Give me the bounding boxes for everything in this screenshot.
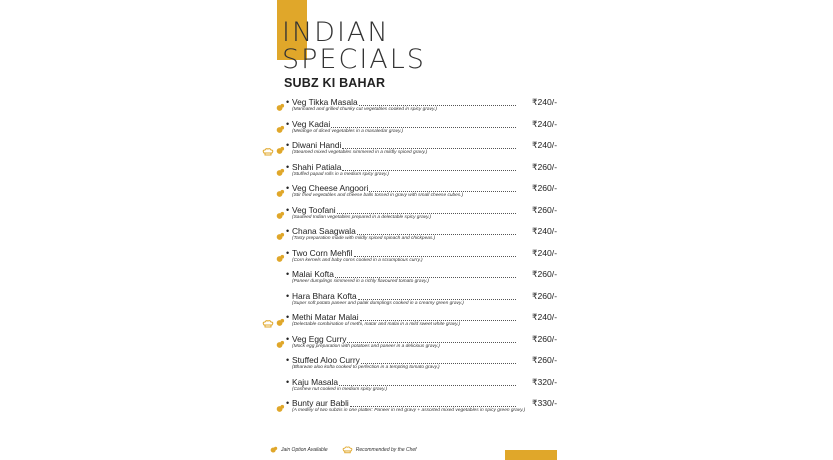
item-name: Veg Egg Curry: [292, 333, 347, 344]
item-name: Bunty aur Babli: [292, 398, 349, 408]
legend: [270, 446, 431, 454]
menu-item: [256, 312, 576, 334]
item-icons: [258, 142, 286, 152]
item-icons: [258, 164, 286, 174]
leader-dots: [357, 233, 516, 235]
menu-item: [256, 226, 576, 248]
item-price: ₹240/-: [532, 312, 558, 322]
menu-item: [256, 205, 576, 227]
page-title-line2: SPECIALS: [282, 44, 426, 75]
chef-hat-icon: [342, 446, 353, 454]
legend-chef: [342, 446, 417, 454]
item-icons: [258, 271, 286, 281]
legend-jain: [270, 446, 328, 454]
menu-item: [256, 334, 576, 356]
jain-leaf-icon: [276, 142, 285, 151]
item-description: (Bharwan aloo kofta cooked to perfection in a tempting tomato gravy.): [292, 365, 440, 370]
leader-dots: [358, 298, 516, 300]
menu-item: [256, 291, 576, 313]
leader-dots: [360, 319, 516, 321]
leader-dots: [335, 276, 516, 278]
item-description: (Mock egg preparation with potatoes and paneer in a delicious gravy.): [292, 343, 440, 349]
jain-leaf-icon: [276, 121, 285, 130]
item-icons: [258, 99, 286, 109]
legend-jain-label: Jain Option Available: [281, 447, 328, 453]
item-icons: [258, 379, 286, 389]
item-icons: [258, 400, 286, 410]
item-price: ₹320/-: [532, 376, 558, 387]
jain-leaf-icon: [276, 185, 285, 194]
bullet-icon: •: [286, 118, 290, 129]
bullet-icon: •: [286, 333, 290, 344]
bullet-icon: •: [286, 247, 290, 258]
bullet-icon: •: [286, 376, 290, 387]
menu-item: [256, 248, 576, 270]
leader-dots: [337, 212, 516, 214]
item-name: Veg Toofani: [292, 204, 336, 215]
legend-chef-label: Recommended by the Chef: [355, 447, 417, 453]
item-price: ₹260/-: [532, 161, 558, 172]
leader-dots: [342, 147, 516, 149]
item-icons: [258, 314, 286, 324]
bullet-icon: •: [286, 269, 290, 279]
jain-leaf-icon: [276, 250, 285, 259]
menu-item: [256, 162, 576, 184]
item-price: ₹240/-: [532, 140, 558, 150]
item-name: Veg Kadai: [292, 118, 331, 129]
item-price: ₹240/-: [532, 247, 558, 258]
item-icons: [258, 293, 286, 303]
jain-leaf-icon: [276, 228, 285, 237]
item-price: ₹260/-: [532, 290, 558, 301]
jain-leaf-icon: [276, 314, 285, 323]
menu-item: [256, 377, 576, 399]
bullet-icon: •: [286, 290, 290, 301]
item-description: (Paneer dumplings simmered in a richly flavoured tomato gravy.): [292, 279, 429, 284]
leader-dots: [361, 362, 516, 364]
item-price: ₹260/-: [532, 355, 558, 365]
bullet-icon: •: [286, 312, 290, 322]
jain-leaf-icon: [276, 400, 285, 409]
menu-item: [256, 269, 576, 291]
item-description: (Stuffed papad rolls in a medium spicy gravy.): [292, 171, 389, 177]
item-name: Kaju Masala: [292, 376, 339, 387]
bullet-icon: •: [286, 398, 290, 408]
item-icons: [258, 250, 286, 260]
item-description: (A medley of two subzis in one platter: Paneer in red gravy + assorted mixed vegetables in spicy green gravy.): [292, 408, 526, 413]
menu-item: [256, 140, 576, 162]
chef-hat-icon: [262, 143, 274, 151]
section-subtitle: SUBZ KI BAHAR: [284, 76, 386, 90]
item-name: Stuffed Aloo Curry: [292, 355, 360, 365]
item-icons: [258, 207, 286, 217]
item-name: Veg Cheese Angoori: [292, 183, 369, 193]
item-description: (Stir fried vegetables and cheese balls tossed in gravy with small cheese cubes.): [292, 193, 464, 198]
item-icons: [258, 357, 286, 367]
bullet-icon: •: [286, 161, 290, 172]
jain-leaf-icon: [276, 207, 285, 216]
item-description: (Super soft potato paneer and palak dumplings cooked in a creamy green gravy.): [292, 300, 464, 306]
item-description: (Corn kernels and baby corns cooked in a scrumptious curry.): [292, 257, 423, 263]
item-name: Two Corn Mehfil: [292, 247, 353, 258]
item-icons: [258, 336, 286, 346]
menu-item: [256, 97, 576, 119]
item-name: Malai Kofta: [292, 269, 334, 279]
item-description: (Marinated and grilled chunky cut vegetables cooked in spicy gravy.): [292, 107, 437, 112]
menu-item: [256, 183, 576, 205]
item-description: (Tasty preparation made with mildly spiced spinach and chickpeas.): [292, 236, 436, 241]
item-price: ₹330/-: [532, 398, 558, 408]
accent-block-bottom: [505, 450, 557, 460]
item-description: (Steamed mixed vegetables simmered in a mildly spiced gravy.): [292, 150, 428, 155]
bullet-icon: •: [286, 97, 290, 107]
item-price: ₹240/-: [532, 97, 558, 107]
item-icons: [258, 228, 286, 238]
item-name: Diwani Handi: [292, 140, 342, 150]
jain-leaf-icon: [276, 336, 285, 345]
item-price: ₹260/-: [532, 333, 558, 344]
bullet-icon: •: [286, 226, 290, 236]
item-price: ₹240/-: [532, 226, 558, 236]
bullet-icon: •: [286, 355, 290, 365]
item-description: (Melange of diced vegetables in a masaledar gravy.): [292, 128, 404, 134]
leader-dots: [369, 190, 516, 192]
menu-item: [256, 119, 576, 141]
menu-items-list: [256, 97, 576, 420]
item-price: ₹260/-: [532, 183, 558, 193]
leader-dots: [347, 341, 516, 343]
item-name: Shahi Patiala: [292, 161, 342, 172]
item-name: Methi Matar Malai: [292, 312, 359, 322]
menu-item: [256, 355, 576, 377]
item-description: (Sauteed Indian vegetables prepared in a delectable spicy gravy.): [292, 214, 432, 220]
leader-dots: [339, 384, 516, 386]
jain-leaf-icon: [276, 164, 285, 173]
item-name: Hara Bhara Kofta: [292, 290, 357, 301]
item-price: ₹260/-: [532, 269, 558, 279]
bullet-icon: •: [286, 140, 290, 150]
leader-dots: [350, 405, 516, 407]
page-title-line1: INDIAN: [282, 17, 390, 48]
item-price: ₹240/-: [532, 118, 558, 129]
jain-leaf-icon: [270, 446, 278, 454]
leader-dots: [331, 126, 516, 128]
leader-dots: [359, 104, 516, 106]
item-name: Chana Saagwala: [292, 226, 356, 236]
item-icons: [258, 185, 286, 195]
leader-dots: [342, 169, 516, 171]
leader-dots: [354, 255, 516, 257]
menu-item: [256, 398, 576, 420]
chef-hat-icon: [262, 315, 274, 323]
bullet-icon: •: [286, 183, 290, 193]
bullet-icon: •: [286, 204, 290, 215]
item-description: (Cashew nut cooked in medium spicy gravy.): [292, 386, 388, 392]
item-price: ₹260/-: [532, 204, 558, 215]
item-icons: [258, 121, 286, 131]
item-name: Veg Tikka Masala: [292, 97, 358, 107]
jain-leaf-icon: [276, 99, 285, 108]
item-description: (Delectable combination of methi, matar and malai in a mild sweet white gravy.): [292, 322, 461, 327]
